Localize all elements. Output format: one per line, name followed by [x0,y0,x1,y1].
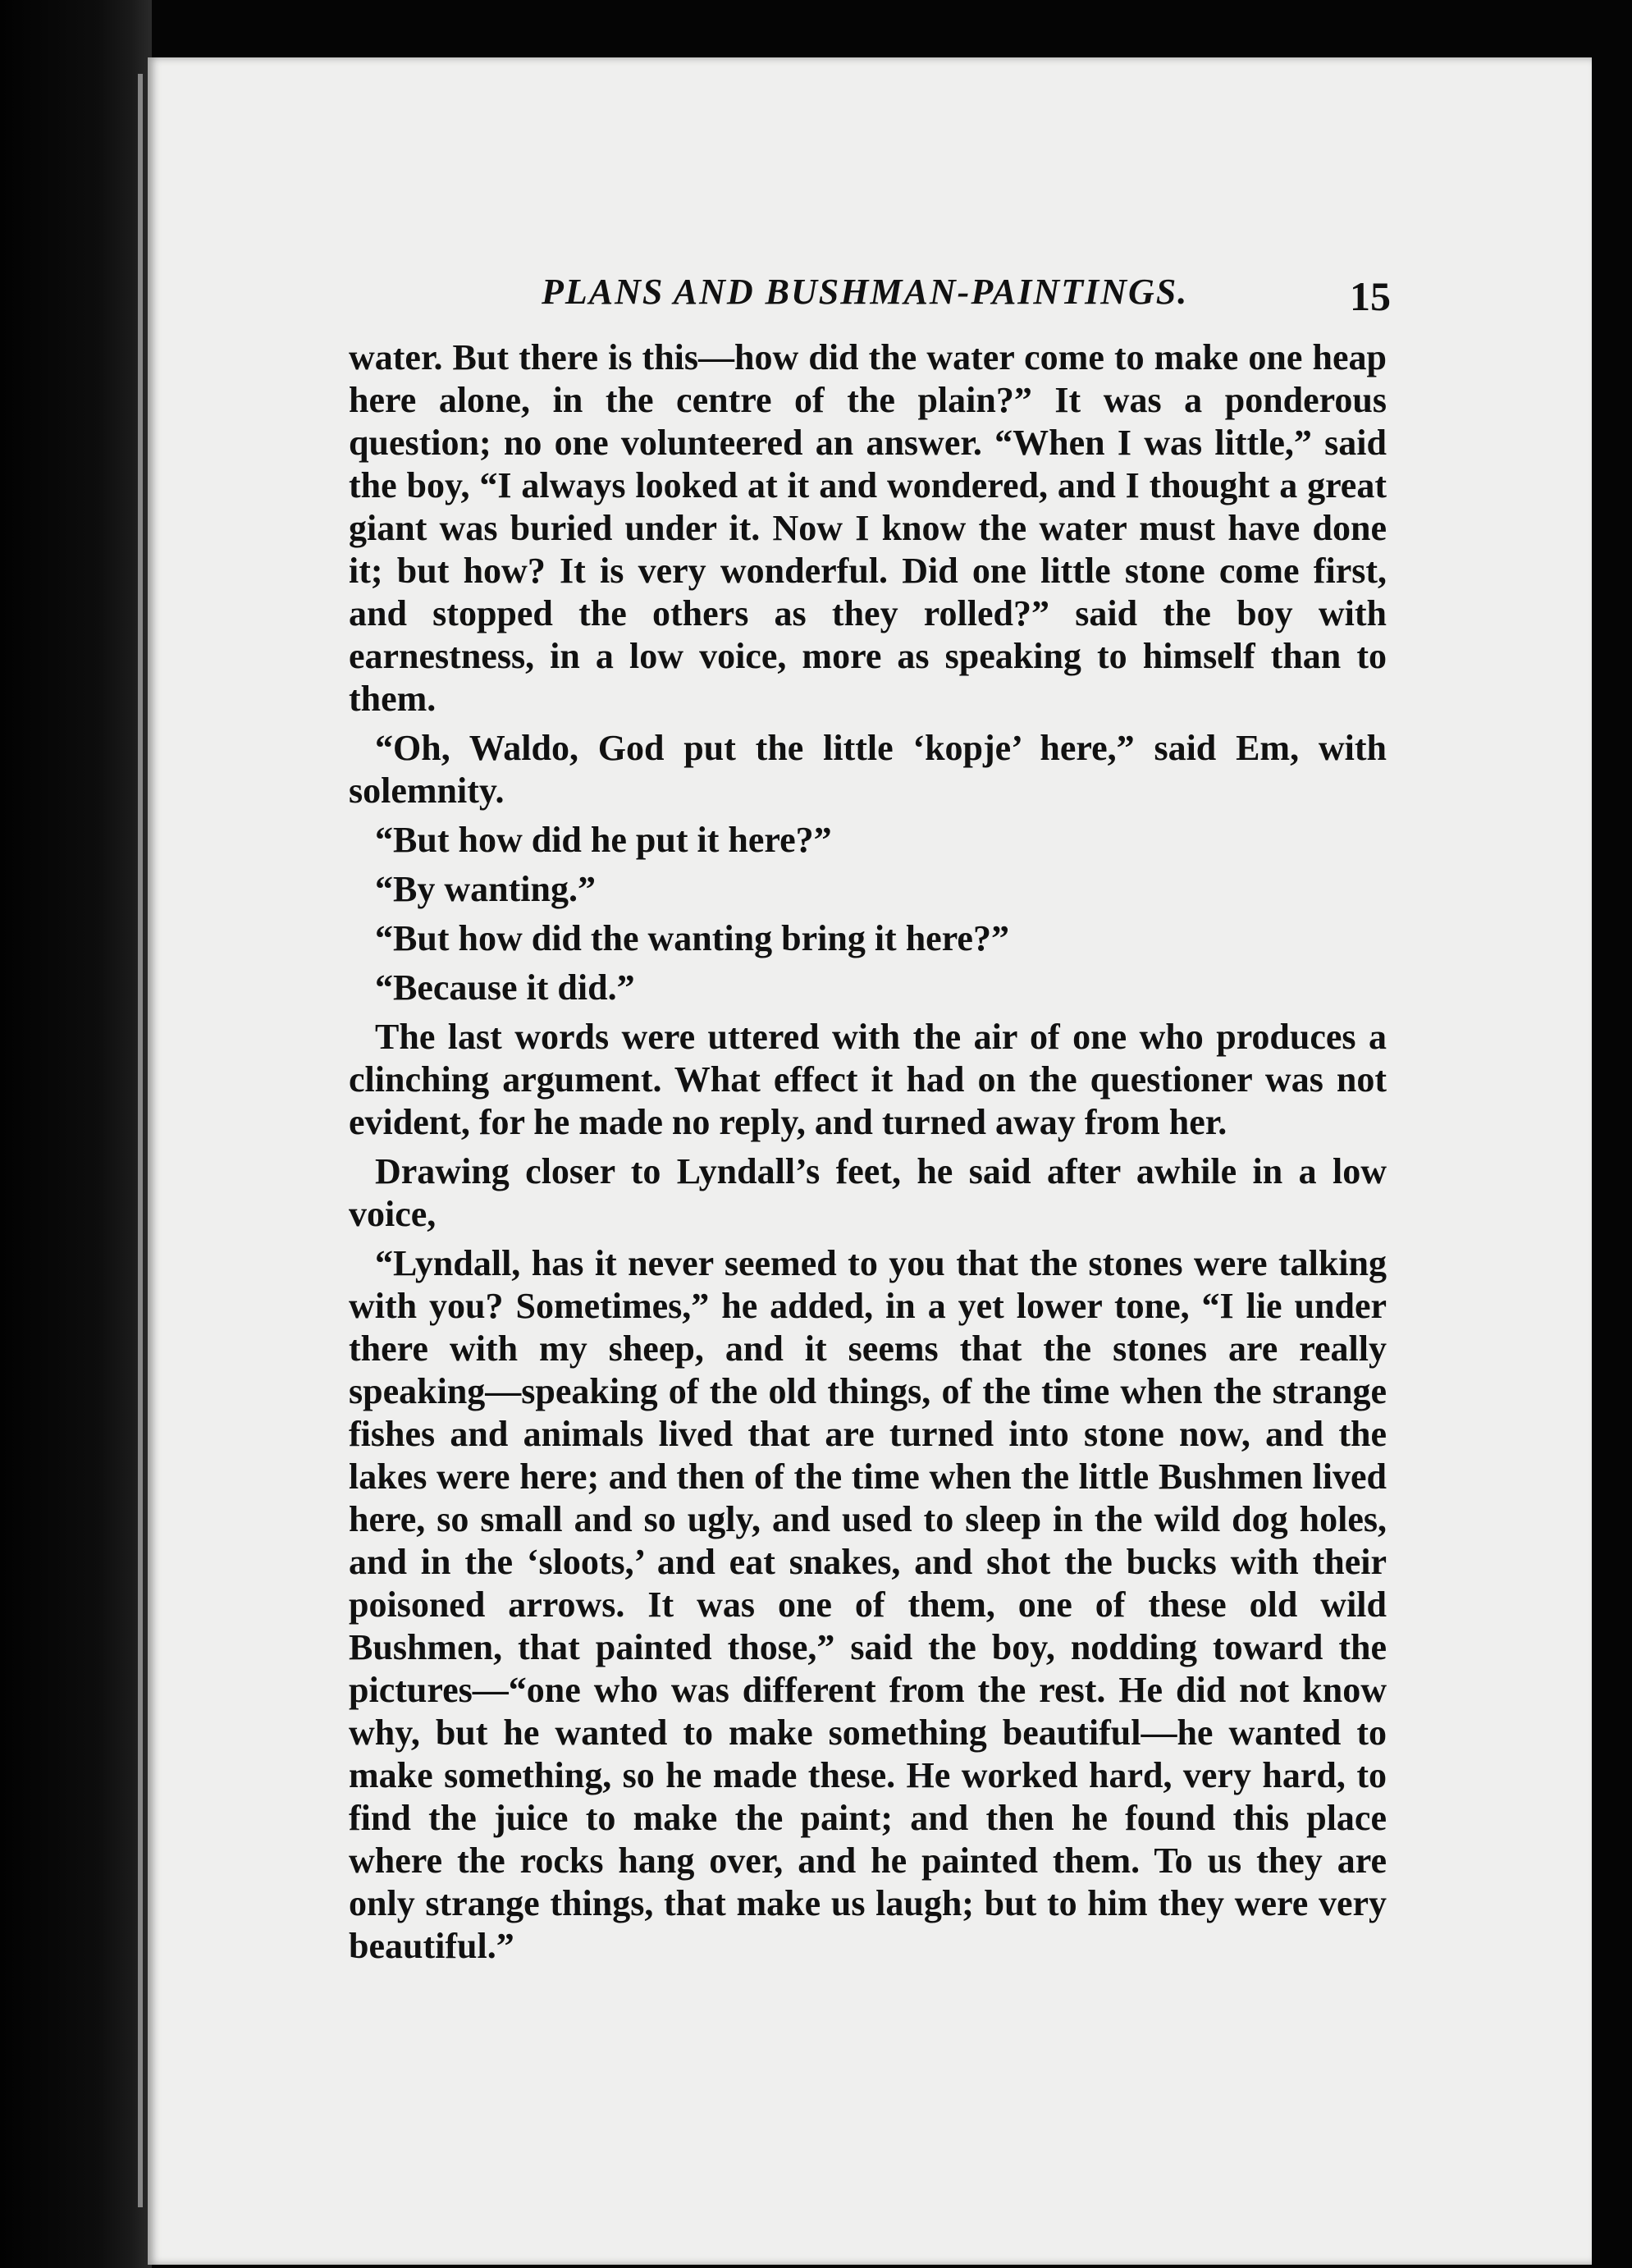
body-text [349,336,1387,1974]
page-number: 15 [1350,273,1391,319]
paragraph-4: “By wanting.” [375,869,596,909]
paragraph-6: “Because it did.” [375,967,635,1008]
paragraph-9: “Lyndall, has it never seemed to you that the stones were talking with you? Sometimes,” he added, in a yet lower tone, “I lie under there with my sheep, and it seems that the stones are really speaking—speaking of the old things, of the time when the strange fishes and animals lived that are turned into stone now, and the lakes were here; and then of the time when the little Bushmen lived here, so small and so ugly, and used to sleep in the wild dog holes, and in the ‘sloots,’ and eat snakes, and shot the bucks with their poisoned arrows. It was one of them, one of these old wild Bushmen, that painted those,” said the boy, nodding toward the pictures—“one who was different from the rest. He did not know why, but he wanted to make something beautiful—he wanted to make something, so he made these. He worked hard, very hard, to find the juice to make the paint; and then he found this place where the rocks hang over, and he painted them. To us they are only strange things, that make us laugh; but to him they were very beautiful.” [349,1243,1387,1966]
book-gutter [138,74,143,2207]
paragraph-1: water. But there is this—how did the water come to make one heap here alone, in the centre of the plain?” It was a ponderous question; no one volunteered an answer. “When I was little,” said the boy, “I always looked at it and wondered, and I thought a great giant was buried under it. Now I know the water must have done it; but how? It is very wonderful. Did one little stone come first, and stopped the others as they rolled?” said the boy with earnestness, in a low voice, more as speaking to himself than to them. [349,337,1387,719]
paragraph-8: Drawing closer to Lyndall’s feet, he said after awhile in a low voice, [349,1151,1387,1234]
paragraph-3: “But how did he put it here?” [375,820,832,860]
paragraph-7: The last words were uttered with the air of one who produces a clinching argument. What effect it had on the questioner was not evident, for he made no reply, and turned away from her. [349,1017,1387,1142]
paragraph-5: “But how did the wanting bring it here?” [375,918,1009,958]
paragraph-2: “Oh, Waldo, God put the little ‘kopje’ here,” said Em, with solemnity. [349,728,1387,811]
running-title: PLANS AND BUSHMAN-PAINTINGS. [542,272,1189,312]
facing-page-edge [0,0,152,2268]
